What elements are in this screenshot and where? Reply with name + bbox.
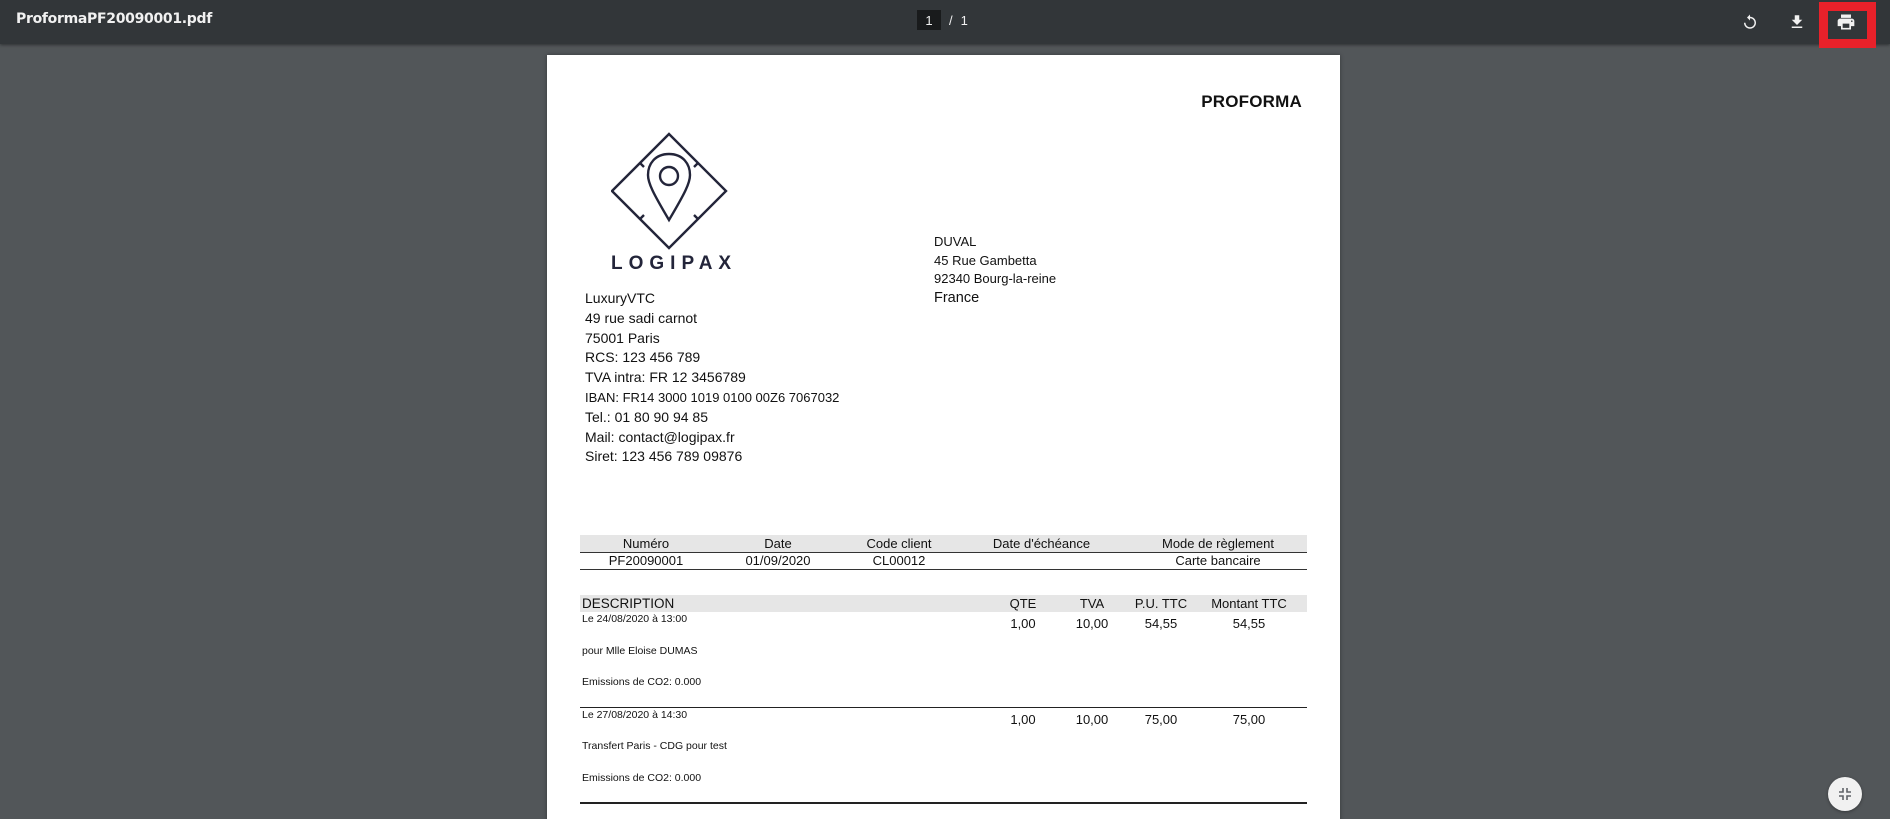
recipient-street: 45 Rue Gambetta [934,252,1037,268]
lines-header-qte: QTE [993,595,1053,612]
current-page-input[interactable] [917,10,941,30]
document-heading: PROFORMA [1201,92,1302,111]
pdf-viewer[interactable] [0,44,1890,819]
pdf-page [547,55,1340,819]
line-detail: Transfert Paris - CDG pour test [582,740,727,752]
meta-date: 01/09/2020 [712,552,844,569]
rotate-button[interactable] [1734,6,1766,38]
pdf-toolbar [0,0,1890,44]
lines-header-montant-ttc: Montant TTC [1191,595,1307,612]
meta-header-numero: Numéro [580,535,712,552]
fit-to-page-icon [1838,787,1852,801]
rotate-icon [1741,13,1759,31]
lines-header-row [580,595,1307,612]
line-date: Le 27/08/2020 à 14:30 [582,708,688,721]
table-row [580,612,1307,707]
print-button[interactable] [1830,6,1862,38]
document-title: ProformaPF20090001.pdf [16,11,213,27]
recipient-name: DUVAL [934,234,977,249]
invoice-meta-table [580,535,1307,570]
lines-header-description: DESCRIPTION [580,595,993,612]
logo-wordmark: LOGIPAX [611,253,738,274]
sender-tel: Tel.: 01 80 90 94 85 [585,408,708,425]
sender-iban: IBAN: FR14 3000 1019 0100 00Z6 7067032 [585,389,840,405]
total-pages: 1 [960,12,968,28]
meta-header-mode-reglement: Mode de règlement [1129,535,1307,552]
meta-header-code-client: Code client [844,535,954,552]
download-icon [1788,13,1806,31]
line-tva: 10,00 [1053,707,1131,803]
line-pu-ttc: 75,00 [1131,707,1191,803]
line-montant-ttc: 54,55 [1191,612,1307,707]
table-row [580,707,1307,803]
line-qte: 1,00 [993,612,1053,707]
sender-siret: Siret: 123 456 789 09876 [585,448,743,465]
sender-street: 49 rue sadi carnot [585,309,698,326]
line-montant-ttc: 75,00 [1191,707,1307,803]
sender-rcs: RCS: 123 456 789 [585,349,701,366]
lines-header-pu-ttc: P.U. TTC [1131,595,1191,612]
meta-value-row [580,552,1307,569]
meta-header-row [580,535,1307,552]
recipient-address [934,233,1056,307]
line-description [580,707,993,803]
sender-city: 75001 Paris [585,329,660,346]
line-description [580,612,993,707]
line-emissions: Emissions de CO2: 0.000 [582,676,702,688]
meta-date-echeance [954,552,1129,569]
page-separator: / [949,12,953,28]
line-date: Le 24/08/2020 à 13:00 [582,613,688,625]
sender-mail: Mail: contact@logipax.fr [585,428,735,445]
fit-to-page-button[interactable] [1828,777,1862,811]
meta-code-client: CL00012 [844,552,954,569]
meta-header-date: Date [712,535,844,552]
page-navigation [917,10,968,30]
line-qte: 1,00 [993,707,1053,803]
meta-mode-reglement: Carte bancaire [1129,552,1307,569]
sender-company: LuxuryVTC [585,290,656,306]
sender-tva: TVA intra: FR 12 3456789 [585,369,746,386]
line-detail: pour Mlle Eloise DUMAS [582,644,698,657]
print-icon [1836,12,1856,32]
invoice-lines-table [580,595,1307,804]
recipient-city: 92340 Bourg-la-reine [934,271,1057,286]
lines-header-tva: TVA [1053,595,1131,612]
sender-address [585,289,839,467]
recipient-country: France [934,289,980,306]
line-pu-ttc: 54,55 [1131,612,1191,707]
line-emissions: Emissions de CO2: 0.000 [582,771,702,784]
line-tva: 10,00 [1053,612,1131,707]
meta-numero: PF20090001 [580,552,712,569]
meta-header-date-echeance: Date d'échéance [954,535,1129,552]
download-button[interactable] [1781,6,1813,38]
